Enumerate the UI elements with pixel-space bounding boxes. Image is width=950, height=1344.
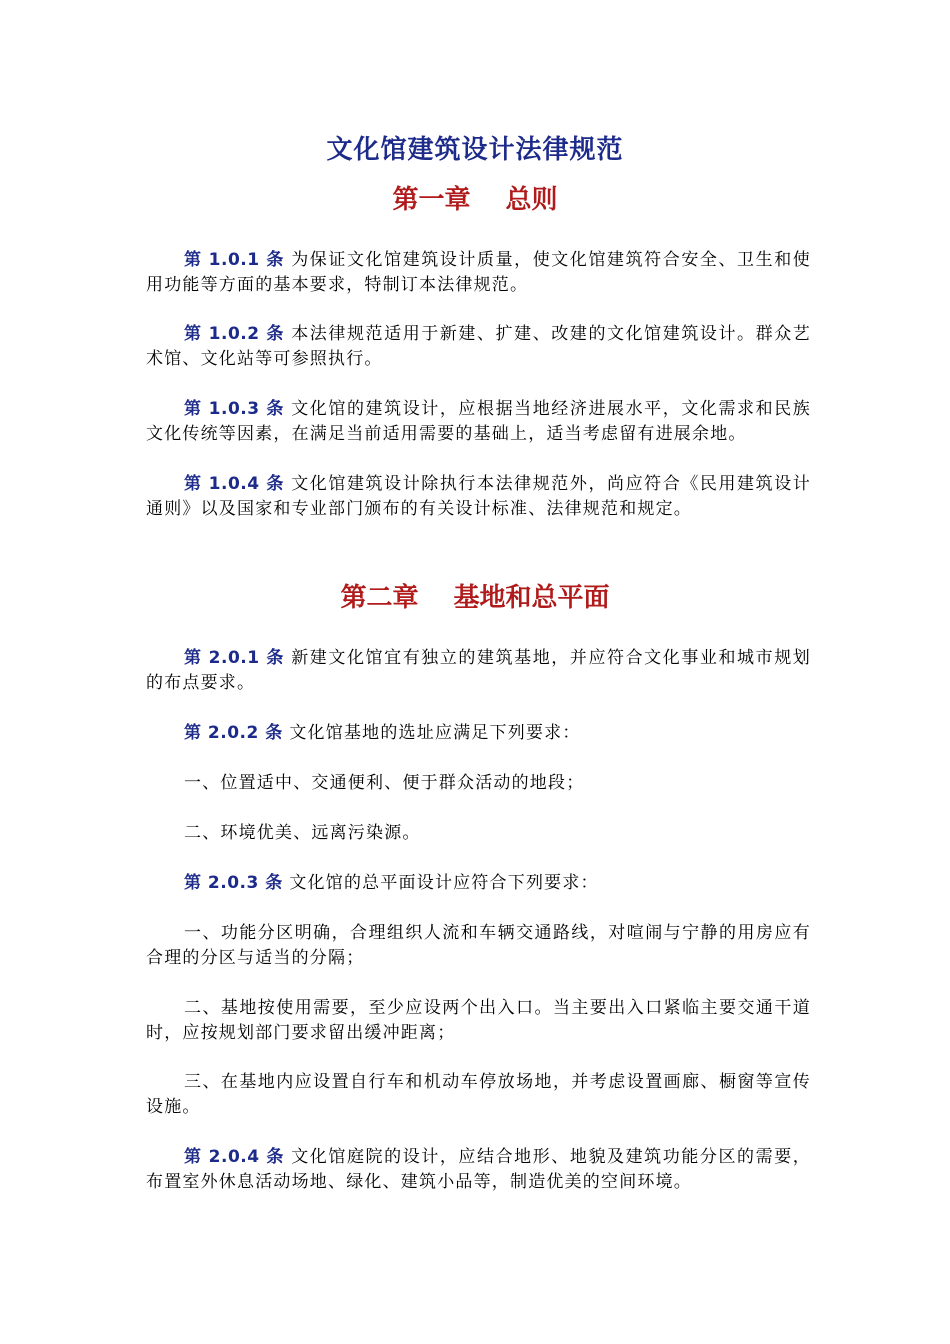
- list-item: 一、位置适中、交通便利、便于群众活动的地段；: [184, 773, 585, 793]
- article-2-0-1: [146, 646, 811, 696]
- article-text: 为保证文化馆建筑设计质量，使文化馆建筑符合安全、卫生和使用功能等方面的基本要求，特制订本法律规范。: [146, 250, 811, 295]
- article-2-0-2: [146, 721, 811, 746]
- article-1-0-3: [146, 397, 811, 447]
- article-number: 第 1.0.2 条: [184, 324, 285, 344]
- article-text: 本法律规范适用于新建、扩建、改建的文化馆建筑设计。群众艺术馆、文化站等可参照执行。: [146, 324, 811, 369]
- list-item: 一、功能分区明确，合理组织人流和车辆交通路线，对喧闹与宁静的用房应有合理的分区与适当的分隔；: [146, 923, 811, 968]
- list-item: 二、基地按使用需要，至少应设两个出入口。当主要出入口紧临主要交通干道时，应按规划部门要求留出缓冲距离；: [146, 998, 811, 1043]
- chapter-1-heading: 第一章 总则: [392, 185, 558, 215]
- article-text: 文化馆的总平面设计应符合下列要求：: [289, 873, 599, 893]
- article-2-0-4: [146, 1145, 811, 1195]
- list-item: 三、在基地内应设置自行车和机动车停放场地，并考虑设置画廊、橱窗等宣传设施。: [146, 1072, 811, 1117]
- chapter-2-heading: 第二章 基地和总平面: [340, 583, 610, 613]
- article-number: 第 1.0.1 条: [184, 250, 285, 270]
- article-number: 第 1.0.4 条: [184, 474, 285, 494]
- article-number: 第 2.0.4 条: [184, 1147, 285, 1167]
- list-item: 二、环境优美、远离污染源。: [184, 823, 421, 843]
- article-number: 第 1.0.3 条: [184, 399, 285, 419]
- article-text: 文化馆的建筑设计，应根据当地经济进展水平，文化需求和民族文化传统等因素，在满足当前适用需要的基础上，适当考虑留有进展余地。: [146, 399, 811, 444]
- article-text: 新建文化馆宜有独立的建筑基地，并应符合文化事业和城市规划的布点要求。: [146, 648, 811, 693]
- article-number: 第 2.0.2 条: [184, 723, 283, 743]
- article-text: 文化馆基地的选址应满足下列要求：: [289, 723, 581, 743]
- article-1-0-4: [146, 472, 811, 522]
- article-text: 文化馆庭院的设计，应结合地形、地貌及建筑功能分区的需要，布置室外休息活动场地、绿化、建筑小品等，制造优美的空间环境。: [146, 1147, 811, 1192]
- document-title: 文化馆建筑设计法律规范: [326, 135, 624, 165]
- article-text: 文化馆建筑设计除执行本法律规范外，尚应符合《民用建筑设计通则》以及国家和专业部门颁布的有关设计标准、法律规范和规定。: [146, 474, 811, 519]
- article-1-0-1: [146, 248, 811, 298]
- article-2-0-3: [146, 871, 811, 896]
- article-number: 第 2.0.3 条: [184, 873, 283, 893]
- article-1-0-2: [146, 322, 811, 372]
- article-number: 第 2.0.1 条: [184, 648, 285, 668]
